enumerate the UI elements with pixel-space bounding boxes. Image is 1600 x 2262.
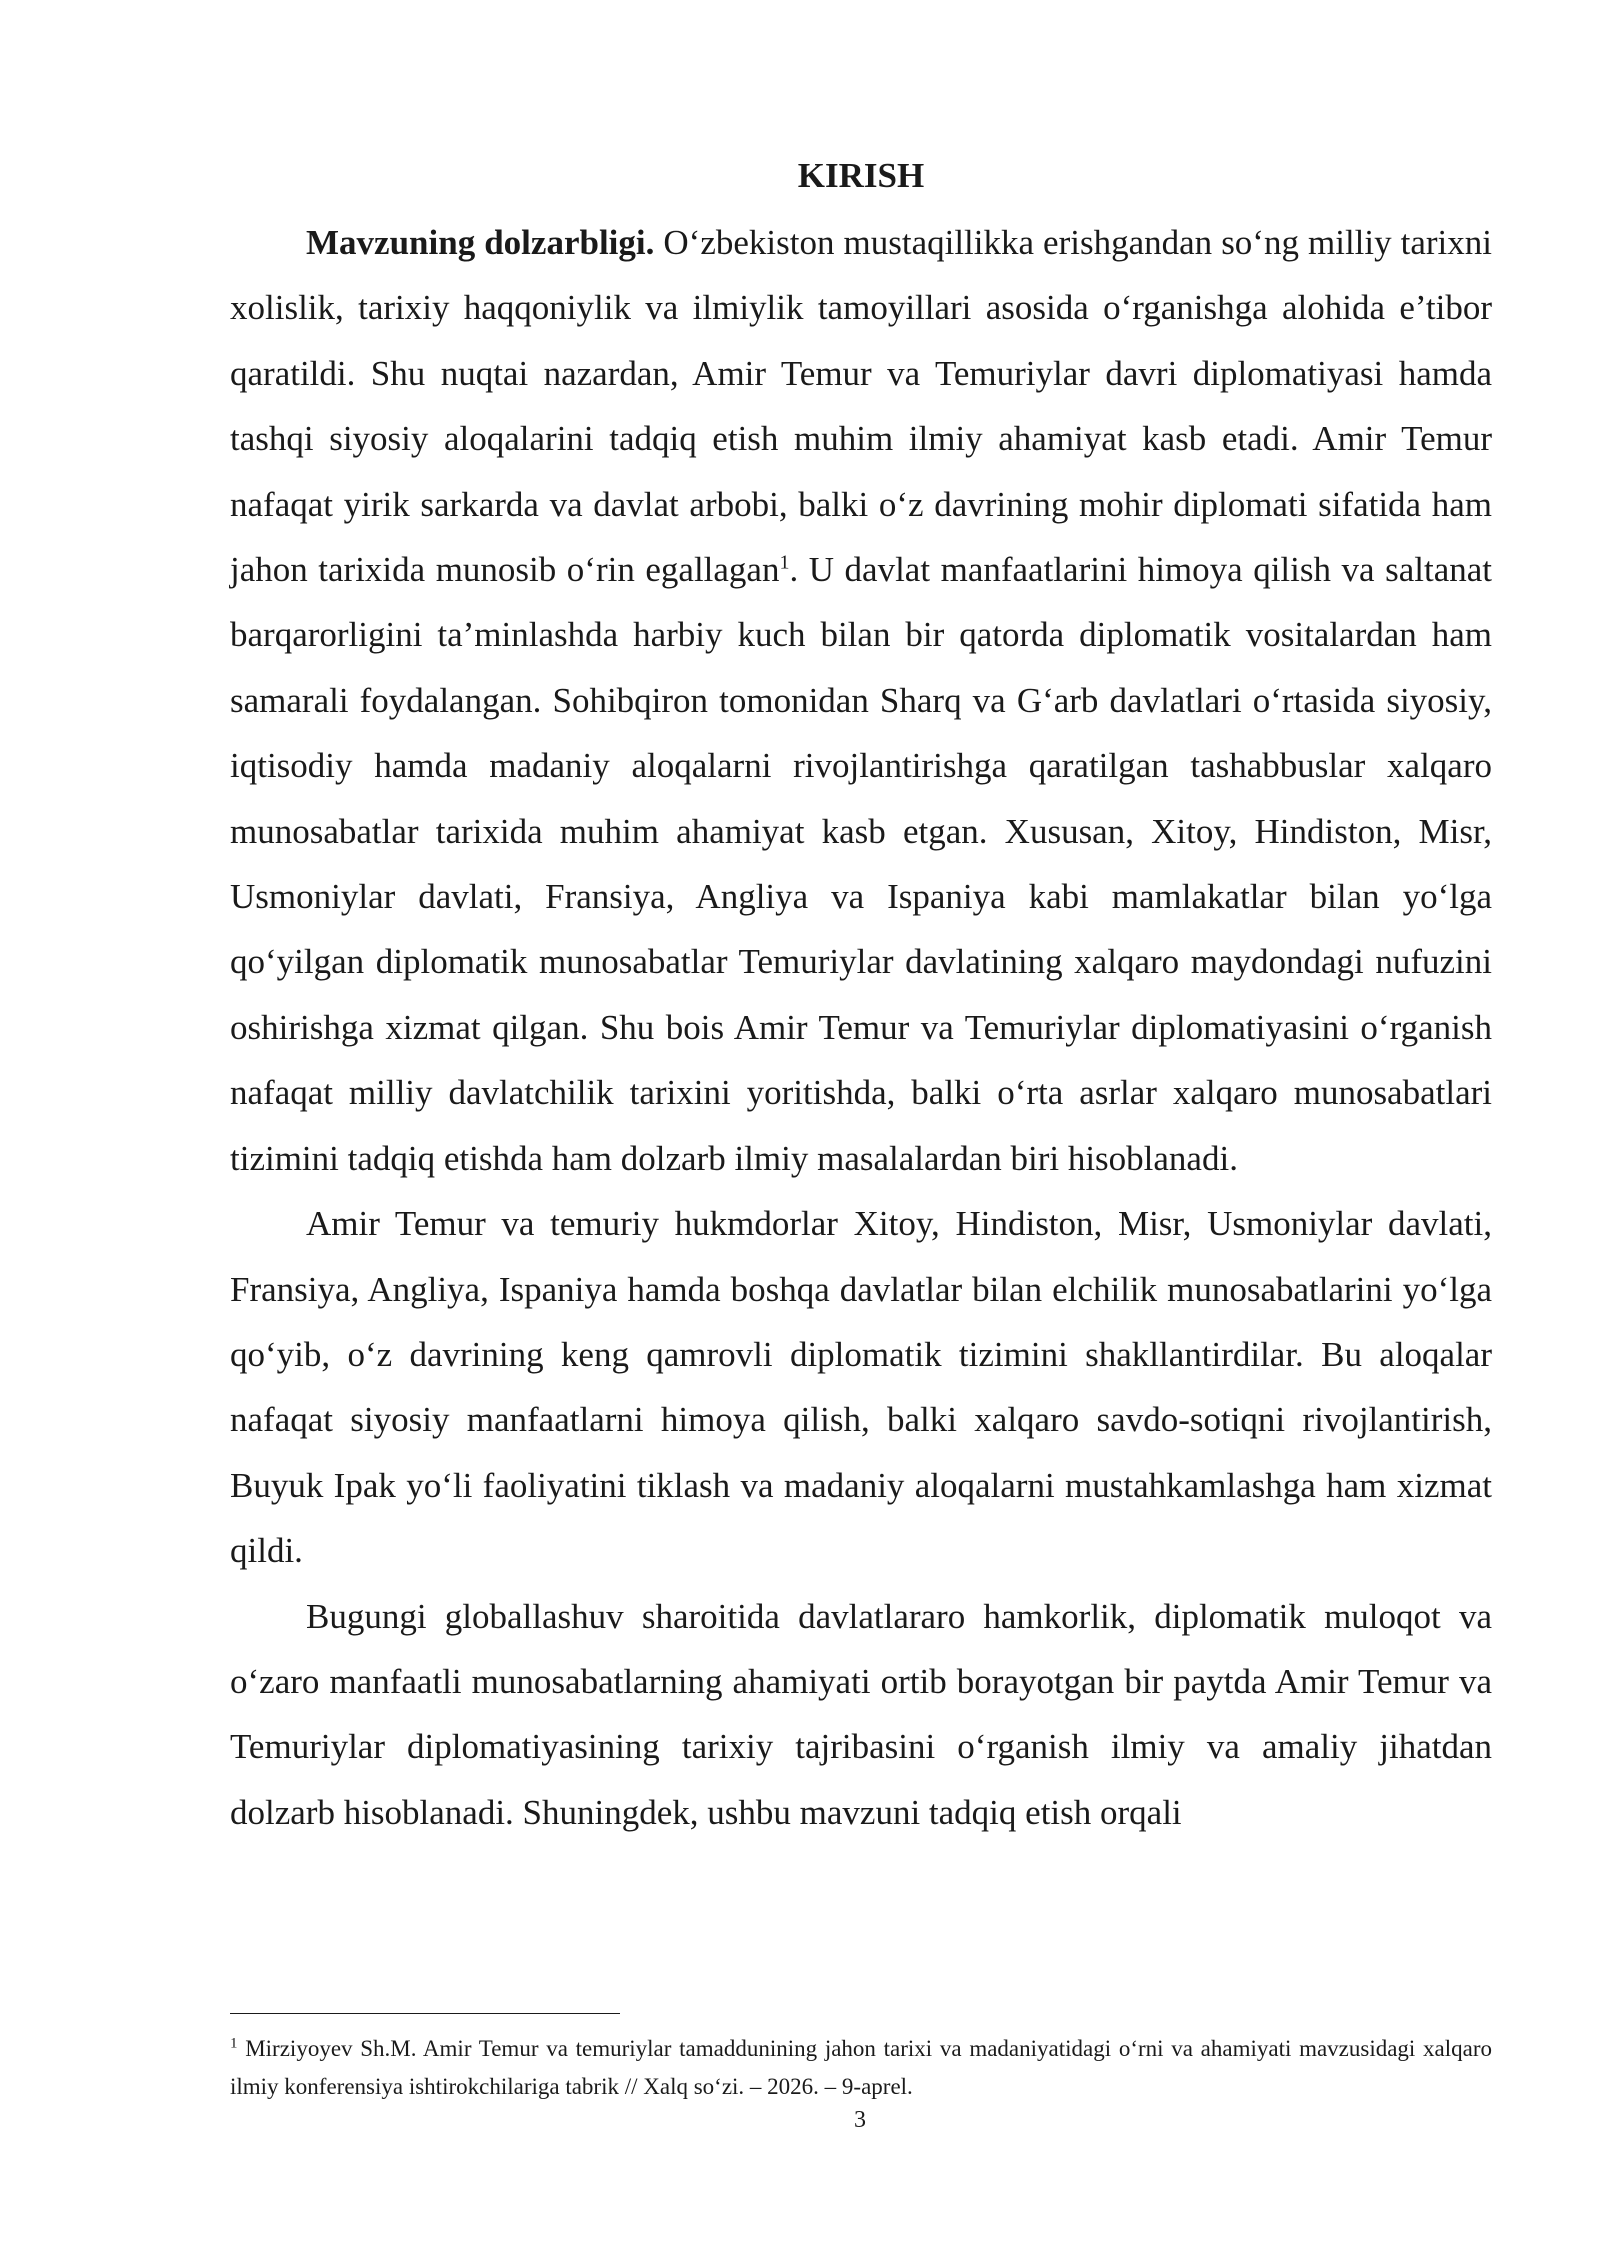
page-number: 3: [854, 2107, 866, 2133]
paragraph-text: O‘zbekiston mustaqillikka erishgandan so‘ng milliy tarixni xolislik, tarixiy haqqoniylik va ilmiylik tamoyillari asosida o‘rganishga alohida e’tibor qaratildi. Shu nuqtai nazardan, Amir Temur va Temuriylar davri diplomatiyasi hamda tashqi siyosiy aloqalarini tadqiq etish muhim ilmiy ahamiyat kasb etadi. Amir Temur nafaqat yirik sarkarda va davlat arbobi, balki o‘z davrining mohir diplomati sifatida ham jahon tarixida munosib o‘rin egallagan: [230, 223, 1493, 590]
footnote: [230, 2030, 1492, 2106]
document-page: [230, 150, 1492, 1845]
paragraph-text: . U davlat manfaatlarini himoya qilish va saltanat barqarorligini ta’minlashda harbiy kuch bilan bir qatorda diplomatik vositalardan ham samarali foydalangan. Sohibqiron tomonidan Sharq va G‘arb davlatlari o‘rtasida siyosiy, iqtisodiy hamda madaniy aloqalarni rivojlantirishga qaratilgan tashabbuslar xalqaro munosabatlar tarixida muhim ahamiyat kasb etgan. Xususan, Xitoy, Hindiston, Misr, Usmoniylar davlati, Fransiya, Angliya va Ispaniya kabi mamlakatlar bilan yo‘lga qo‘yilgan diplomatik munosabatlar Temuriylar davlatining xalqaro maydondagi nufuzini oshirishga xizmat qilgan. Shu bois Amir Temur va Temuriylar diplomatiyasini o‘rganish nafaqat milliy davlatchilik tarixini yoritishda, balki o‘rta asrlar xalqaro munosabatlari tizimini tadqiq etishda ham dolzarb ilmiy masalalardan biri hisoblanadi.: [230, 550, 1492, 1178]
footnote-number: 1: [230, 2035, 238, 2052]
paragraph-diplomatic-relations: Amir Temur va temuriy hukmdorlar Xitoy, Hindiston, Misr, Usmoniylar davlati, Fransiya, Angliya, Ispaniya hamda boshqa davlatlar bilan elchilik munosabatlarini yo‘lga qo‘yib, o‘z davrining keng qamrovli diplomatik tizimini shakllantirdilar. Bu aloqalar nafaqat siyosiy manfaatlarni himoya qilish, balki xalqaro savdo-sotiqni rivojlantirish, Buyuk Ipak yo‘li faoliyatini tiklash va madaniy aloqalarni mustahkamlashga ham xizmat qildi.: [230, 1204, 1492, 1571]
footnote-reference[interactable]: 1: [779, 551, 790, 574]
paragraph-relevance: [230, 210, 1492, 1191]
page-title: KIRISH: [797, 156, 925, 195]
footnote-separator: [230, 2013, 620, 2014]
paragraph-globalization: Bugungi globallashuv sharoitida davlatlararo hamkorlik, diplomatik muloqot va o‘zaro manfaatli munosabatlarning ahamiyati ortib borayotgan bir paytda Amir Temur va Temuriylar diplomatiyasining tarixiy tajribasini o‘rganish ilmiy va amaliy jihatdan dolzarb hisoblanadi. Shuningdek, ushbu mavzuni tadqiq etish orqali: [230, 1596, 1492, 1832]
paragraph-lead-heading: Mavzuning dolzarbligi.: [306, 223, 655, 262]
footnote-text: Mirziyoyev Sh.M. Amir Temur va temuriylar tamaddunining jahon tarixi va madaniyatidagi o‘rni va ahamiyati mavzusidagi xalqaro ilmiy konferensiya ishtirokchilariga tabrik // Xalq so‘zi. – 2026. – 9-aprel.: [230, 2036, 1492, 2099]
